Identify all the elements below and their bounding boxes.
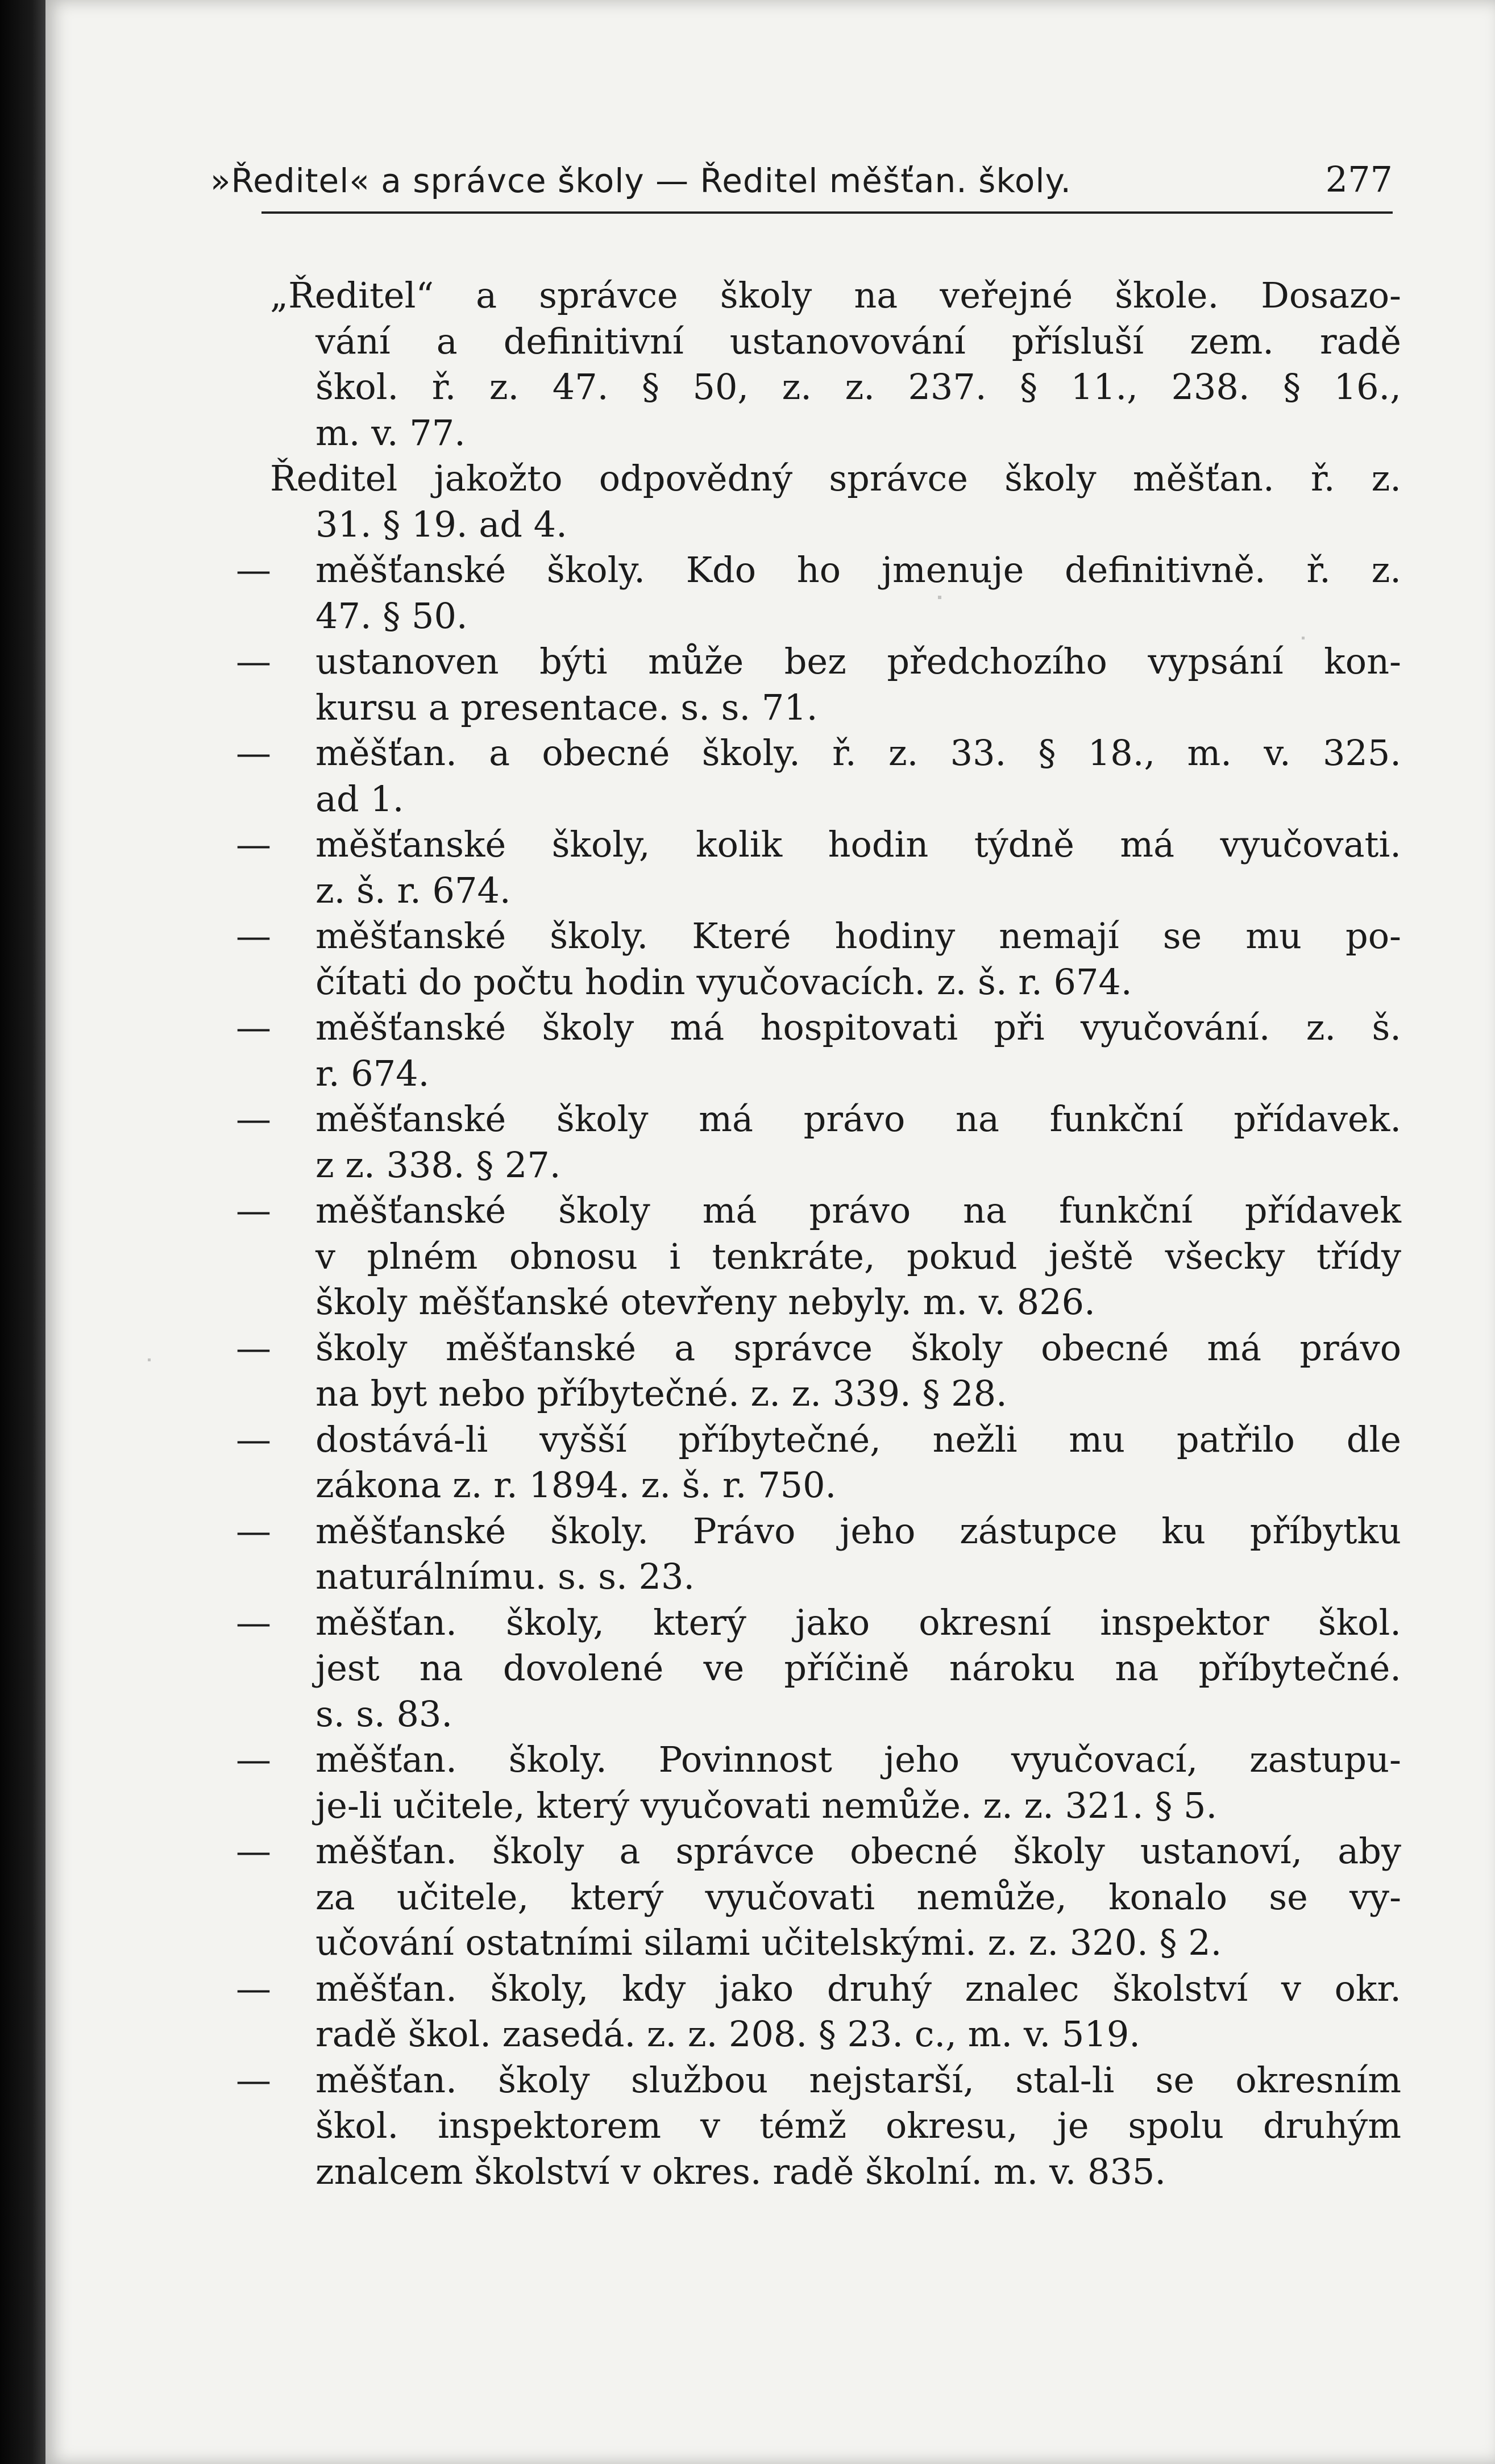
entry-continuation: na byt nebo příbytečné. z. z. 339. § 28. [315, 1373, 1007, 1414]
book-spine-shadow [0, 0, 45, 2464]
entry-headline: měšťanské školy, kolik hodin týdně má vyučovati. [315, 824, 1401, 865]
entry-headline: měšťan. školy, kdy jako druhý znalec školství v okr. [315, 1967, 1402, 2009]
entry-dash: — [236, 1007, 271, 1048]
entry-dash: — [236, 1510, 271, 1552]
entry-headline: měšťanské školy. Které hodiny nemají se mu po- [315, 915, 1401, 957]
entry-dash: — [236, 1739, 271, 1780]
entry-headline: měšťanské školy. Právo jeho zástupce ku příbytku [315, 1510, 1401, 1552]
entry-dash: — [236, 1418, 271, 1460]
entry-continuation: zákona z. r. 1894. z. š. r. 750. [315, 1464, 837, 1506]
entry-dash: — [236, 1327, 271, 1369]
entry-continuation: 31. § 19. ad 4. [315, 503, 567, 545]
entry-continuation: škol. ř. z. 47. § 50, z. z. 237. § 11., 238. § 16., [315, 366, 1401, 408]
entry-continuation: vání a definitivní ustanovování přísluší zem. radě [315, 320, 1401, 362]
entry-continuation: v plném obnosu i tenkráte, pokud ještě všecky třídy [315, 1235, 1401, 1277]
entry-dash: — [236, 1601, 271, 1643]
entry-continuation: s. s. 83. [315, 1693, 453, 1735]
entry-dash: — [236, 1967, 271, 2009]
entry-continuation: z z. 338. § 27. [315, 1144, 561, 1186]
entry-dash: — [236, 1830, 271, 1872]
running-title: »Ředitel« a správce školy — Ředitel měšťan. školy. [210, 161, 1072, 200]
index-entries [45, 0, 1495, 2464]
entry-continuation: znalcem školství v okres. radě školní. m. v. 835. [315, 2150, 1166, 2192]
entry-headline: Ředitel jakožto odpovědný správce školy měšťan. ř. z. [270, 458, 1402, 499]
entry-continuation: je-li učitele, který vyučovati nemůže. z. z. 321. § 5. [315, 1784, 1218, 1826]
entry-dash: — [236, 1098, 271, 1140]
entry-headline: „Ředitel“ a správce školy na veřejné škole. Dosazo- [270, 275, 1401, 316]
entry-dash: — [236, 2059, 271, 2101]
entry-headline: měšťan. školy. Povinnost jeho vyučovací, zastupu- [315, 1739, 1401, 1780]
entry-headline: dostává-li vyšší příbytečné, nežli mu patřilo dle [315, 1418, 1401, 1460]
entry-headline: měšťan. školy a správce obecné školy ustanoví, aby [315, 1830, 1401, 1872]
entry-continuation: naturálnímu. s. s. 23. [315, 1556, 695, 1597]
entry-dash: — [236, 1190, 271, 1231]
entry-dash: — [236, 732, 271, 774]
entry-headline: měšťanské školy má právo na funkční přídavek. [315, 1098, 1402, 1140]
page-number: 277 [1325, 159, 1393, 200]
entry-continuation: z. š. r. 674. [315, 869, 511, 911]
entry-continuation: jest na dovolené ve příčině nároku na příbytečné. [315, 1647, 1401, 1689]
entry-headline: měšťanské školy má hospitovati při vyučování. z. š. [315, 1007, 1401, 1048]
entry-headline: měšťanské školy má právo na funkční přídavek [315, 1190, 1401, 1231]
entry-dash: — [236, 915, 271, 957]
entry-continuation: učování ostatními silami učitelskými. z. z. 320. § 2. [315, 1922, 1222, 1963]
entry-dash: — [236, 824, 271, 865]
entry-headline: měšťanské školy. Kdo ho jmenuje definitivně. ř. z. [315, 549, 1401, 591]
entry-headline: měšťan. školy službou nejstarší, stal-li se okresním [315, 2059, 1402, 2101]
entry-headline: měšťan. školy, který jako okresní inspektor škol. [315, 1601, 1402, 1643]
entry-continuation: ad 1. [315, 778, 404, 820]
book-page [45, 0, 1495, 2464]
entry-continuation: školy měšťanské otevřeny nebyly. m. v. 826. [315, 1281, 1095, 1323]
entry-continuation: čítati do počtu hodin vyučovacích. z. š. r. 674. [315, 961, 1132, 1003]
entry-headline: měšťan. a obecné školy. ř. z. 33. § 18., m. v. 325. [315, 732, 1402, 774]
entry-dash: — [236, 549, 271, 591]
entry-continuation: 47. § 50. [315, 595, 468, 637]
entry-continuation: r. 674. [315, 1052, 430, 1094]
entry-continuation: m. v. 77. [315, 412, 466, 454]
entry-dash: — [236, 641, 271, 682]
entry-continuation: radě škol. zasedá. z. z. 208. § 23. c., m. v. 519. [315, 2013, 1140, 2055]
entry-continuation: za učitele, který vyučovati nemůže, konalo se vy- [315, 1876, 1402, 1918]
entry-headline: ustanoven býti může bez předchozího vypsání kon- [315, 641, 1401, 682]
entry-continuation: škol. inspektorem v témž okresu, je spolu druhým [315, 2105, 1401, 2146]
entry-continuation: kursu a presentace. s. s. 71. [315, 686, 818, 728]
entry-headline: školy měšťanské a správce školy obecné má právo [315, 1327, 1402, 1369]
